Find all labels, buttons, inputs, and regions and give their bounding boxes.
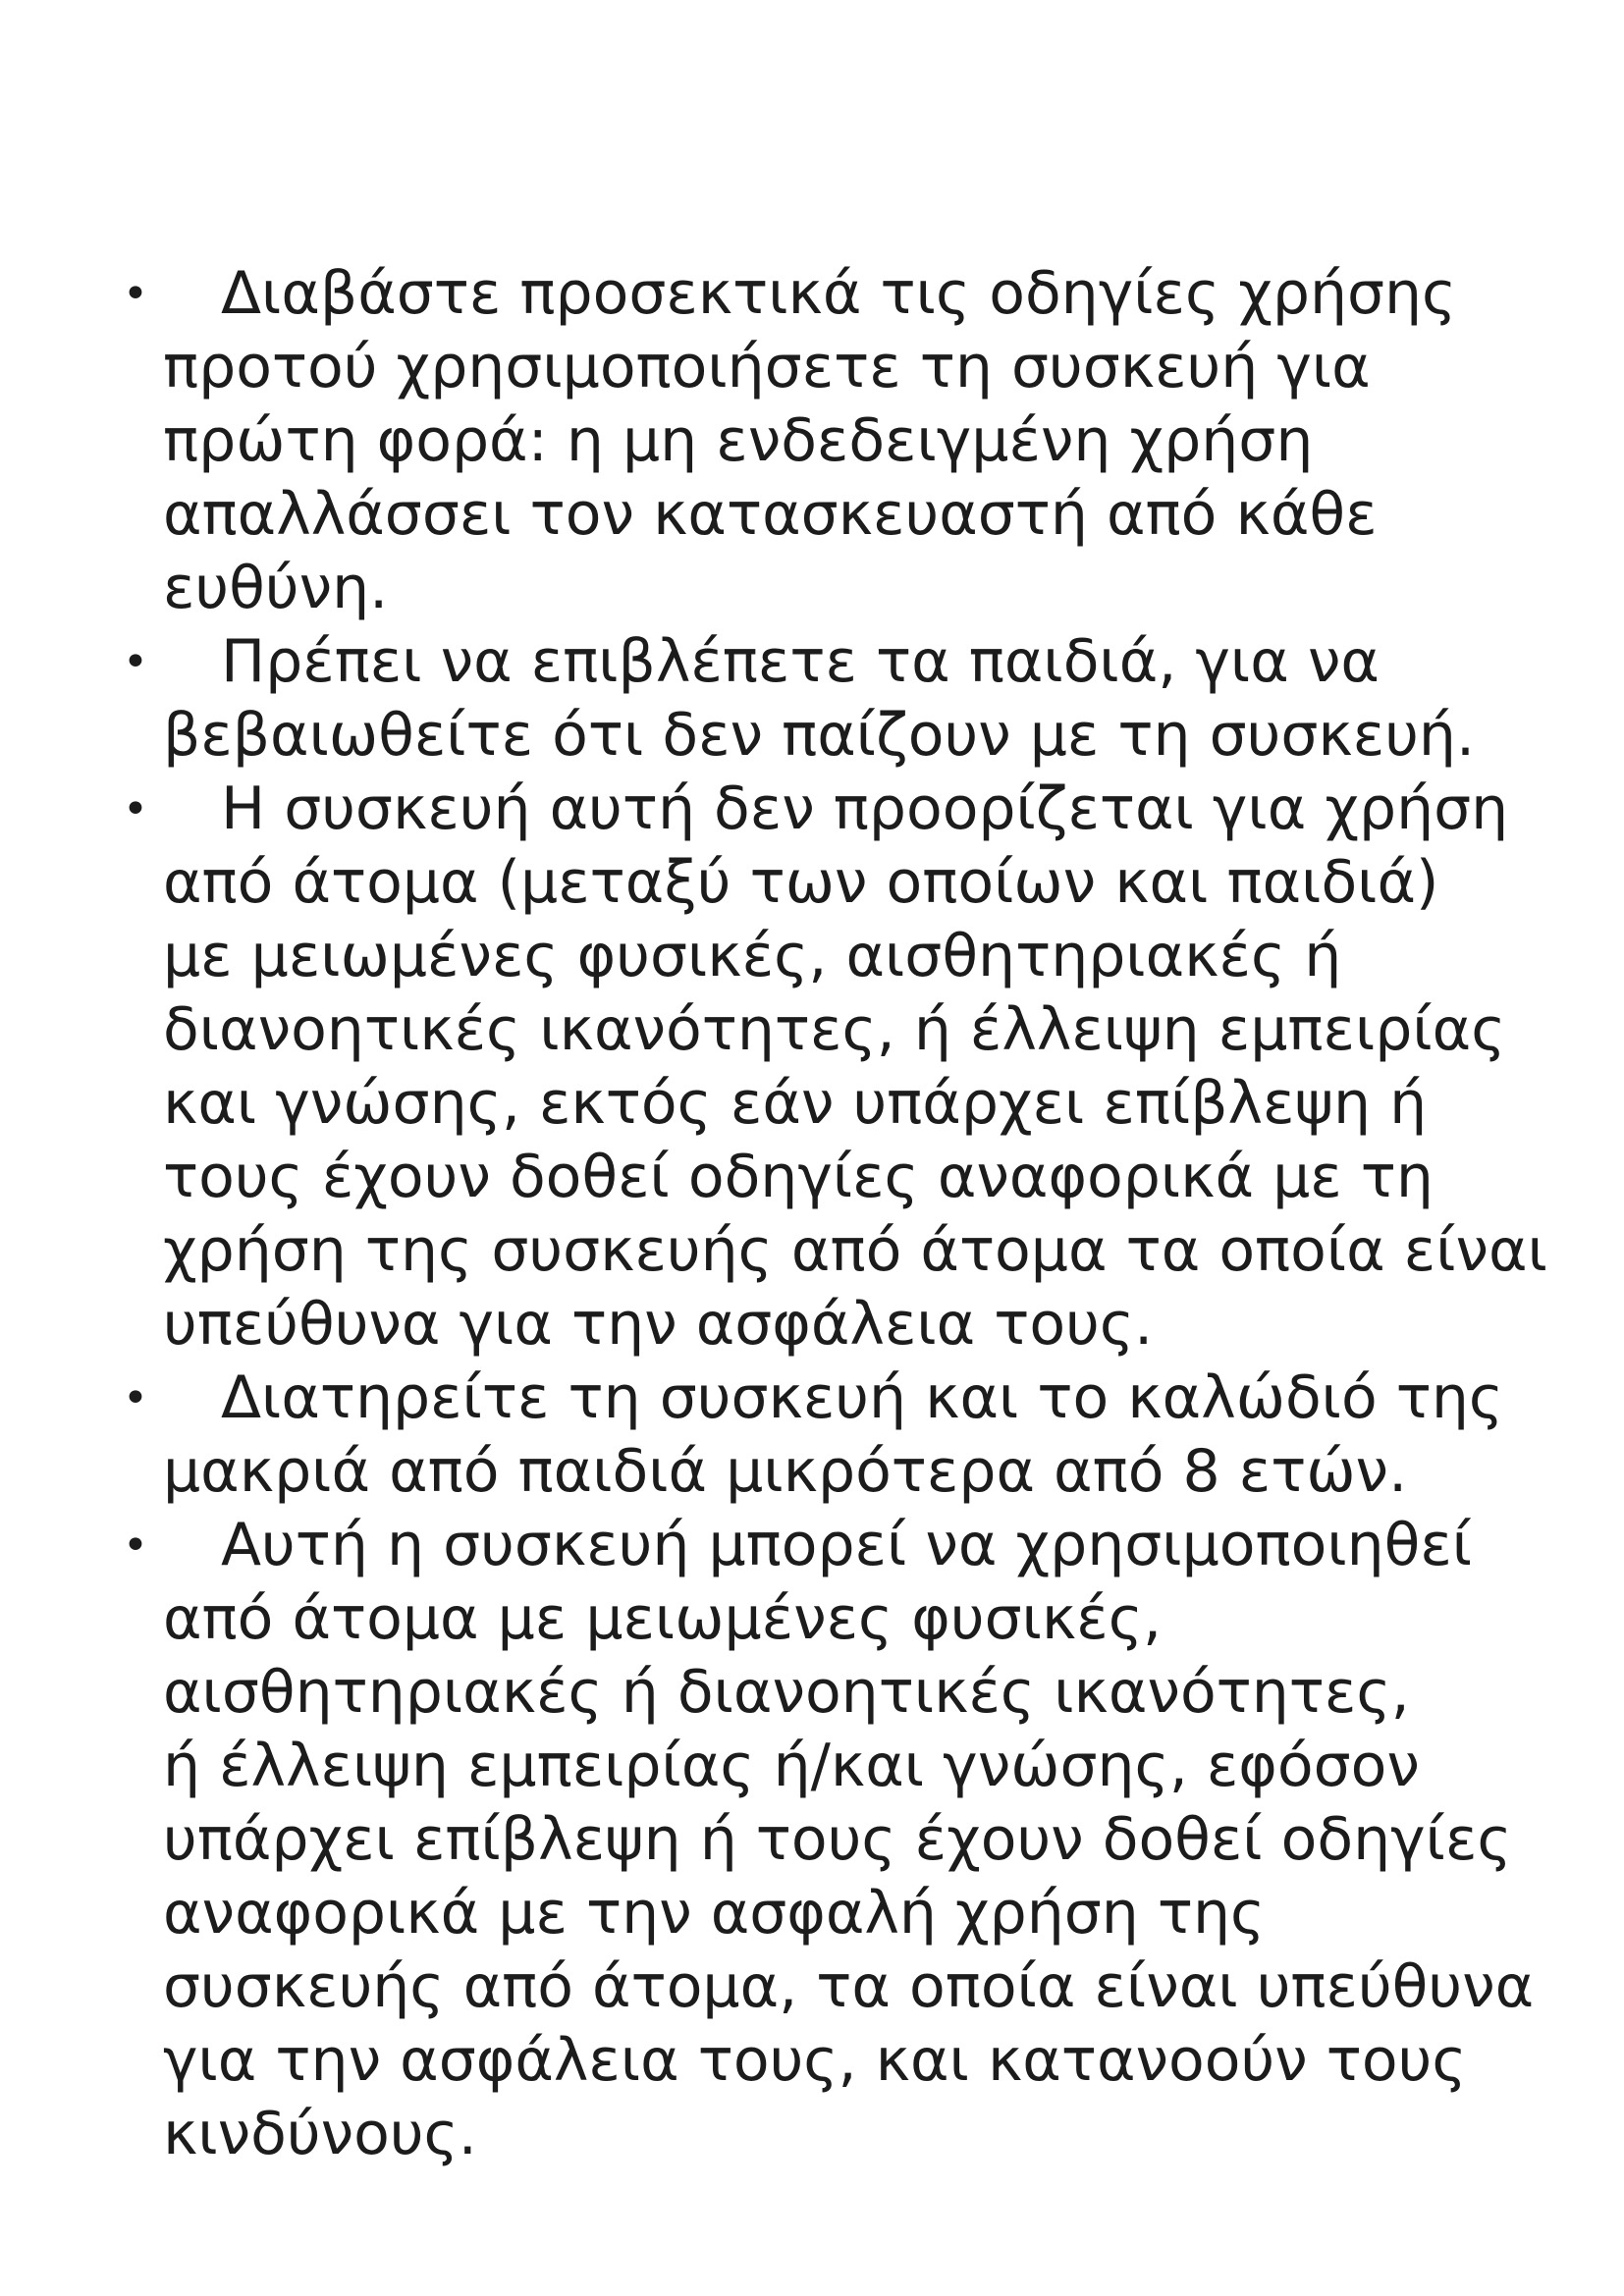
bullet-icon: • — [123, 784, 148, 834]
list-item — [123, 1509, 1535, 2171]
safety-instructions-list — [123, 257, 1547, 2171]
instruction-line: προτού χρησιμοποιήσετε τη συσκευή για — [163, 333, 1371, 401]
instruction-line: Διατηρείτε τη συσκευή και το καλώδιό της — [221, 1363, 1504, 1432]
instruction-line: ή έλλειψη εμπειρίας ή/και γνώσης, εφόσον — [163, 1732, 1420, 1800]
instruction-line: κινδύνους. — [163, 2100, 477, 2168]
instruction-line: υπάρχει επίβλεψη ή τους έχουν δοθεί οδηγίες — [163, 1805, 1512, 1874]
bullet-icon: • — [123, 637, 148, 687]
instruction-line: με μειωμένες φυσικές, αισθητηριακές ή — [163, 922, 1342, 990]
instruction-line: χρήση της συσκευής από άτομα τα οποία είναι — [163, 1216, 1547, 1285]
instruction-line: αισθητηριακές ή διανοητικές ικανότητες, — [163, 1658, 1410, 1727]
instruction-line: και γνώσης, εκτός εάν υπάρχει επίβλεψη ή — [163, 1069, 1428, 1138]
instruction-line: για την ασφάλεια τους, και κατανοούν τους — [163, 2026, 1467, 2095]
instruction-line: βεβαιωθείτε ότι δεν παίζουν με τη συσκευή. — [163, 701, 1476, 770]
instruction-line: μακριά από παιδιά μικρότερα από 8 ετών. — [163, 1437, 1408, 1506]
instruction-line: συσκευής από άτομα, τα οποία είναι υπεύθυνα — [163, 1952, 1535, 2021]
list-item — [123, 773, 1547, 1362]
instruction-line: Πρέπει να επιβλέπετε τα παιδιά, για να — [221, 627, 1380, 696]
instruction-line: διανοητικές ικανότητες, ή έλλειψη εμπειρίας — [163, 995, 1506, 1064]
instruction-line: πρώτη φορά: η μη ενδεδειγμένη χρήση — [163, 406, 1314, 475]
instruction-line: αναφορικά με την ασφαλή χρήση της — [163, 1879, 1266, 1948]
bullet-icon: • — [123, 1373, 148, 1423]
instruction-line: Διαβάστε προσεκτικά τις οδηγίες χρήσης — [221, 259, 1457, 328]
list-item — [123, 625, 1517, 773]
bullet-icon: • — [123, 269, 148, 319]
instruction-line: ευθύνη. — [163, 554, 389, 622]
list-item — [123, 257, 1517, 625]
instruction-line: από άτομα (μεταξύ των οποίων και παιδιά) — [163, 848, 1439, 917]
instruction-line: απαλλάσσει τον κατασκευαστή από κάθε — [163, 480, 1378, 549]
instruction-line: Αυτή η συσκευή μπορεί να χρησιμοποιηθεί — [221, 1511, 1473, 1579]
instruction-line: υπεύθυνα για την ασφάλεια τους. — [163, 1290, 1154, 1359]
bullet-icon: • — [123, 1521, 148, 1571]
instruction-line: από άτομα με μειωμένες φυσικές, — [163, 1584, 1163, 1653]
list-item — [123, 1362, 1517, 1509]
instruction-line: Η συσκευή αυτή δεν προορίζεται για χρήση — [221, 774, 1509, 843]
instruction-line: τους έχουν δοθεί οδηγίες αναφορικά με τη — [163, 1143, 1434, 1211]
